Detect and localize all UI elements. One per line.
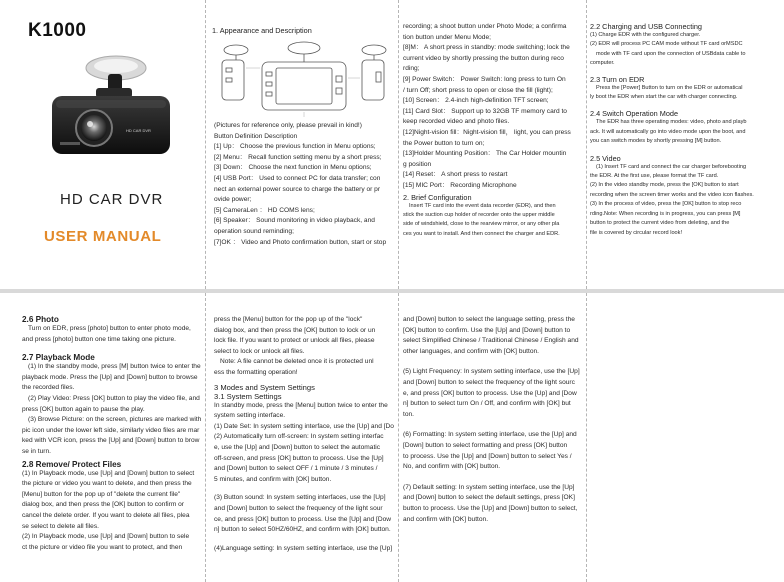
brief-configuration-heading: 2. Brief Configuration: [403, 192, 472, 202]
text-line: mode with TF card upon the connection of USBdata cable to: [596, 50, 746, 57]
text-line: you can switch modes by shortly pressing [M] button.: [590, 138, 722, 145]
text-line: ly boot the EDR when start the car with charger connecting.: [590, 94, 738, 101]
column-divider: [205, 0, 206, 289]
text-line: [10] Screen： 2.4-inch high-definition TFT screen;: [403, 97, 549, 105]
appearance-diagram: [216, 38, 394, 118]
text-line: ct the picture or video file you want to protect, and then: [22, 543, 183, 551]
text-line: the EDR. At the first use, please format the TF card.: [590, 173, 719, 180]
text-line: (1) In the standby mode, press [M] button twice to enter the: [28, 363, 201, 371]
text-line: [Menu] button for the pop up of "delete the current file": [22, 490, 181, 498]
photo-heading: 2.6 Photo: [22, 315, 59, 324]
text-line: e, use the [Up] and [Down] button to select the automatic: [214, 443, 381, 451]
text-line: keep recorded video and photo files.: [403, 118, 510, 126]
text-line: (3) Browse Picture: on the screen, pictures are marked with: [28, 416, 202, 424]
text-line: (1) In Playback mode, use [Up] and [Down] button to select: [22, 469, 195, 477]
manual-page-top: [0, 0, 784, 289]
charging-heading: 2.2 Charging and USB Connecting: [590, 22, 702, 31]
usb-port-line: ovide power;: [214, 196, 252, 204]
text-line: (1) Insert TF card and connect the car charger beforebooting: [596, 163, 747, 170]
setup-column: [590, 0, 782, 289]
text-line: press [OK] button again to pause the play.: [22, 405, 145, 413]
text-line: Turn on EDR, press [photo] button to enter photo mode,: [28, 325, 191, 332]
text-line: (1) Charge EDR with the configured charger.: [590, 32, 701, 38]
column-divider: [398, 0, 399, 289]
text-line: [Down] button to select formatting and press [OK] button: [403, 441, 568, 449]
text-line: cancel the delete order. If you want to delete all files, plea: [22, 511, 190, 519]
modes-heading: 3 Modes and System Settings: [214, 382, 315, 392]
model-title: K1000: [28, 20, 87, 41]
text-line: e, and press [OK] button to process. Use the [Up] and [Dow: [403, 389, 577, 397]
text-line: 5 minutes, and confirm with [OK] button.: [214, 475, 332, 483]
text-line: In standby mode, press the [Menu] button twice to enter the: [214, 401, 388, 409]
blank-column: [590, 293, 782, 582]
text-line: system setting interface.: [214, 412, 286, 420]
text-line: button to process. Use the [Up] and [Down] button to select,: [403, 504, 578, 512]
text-line: (2) In Playback mode, use [Up] and [Down] button to sele: [22, 533, 190, 541]
text-line: the picture or video you want to delete, and then press the: [22, 480, 192, 488]
text-line: tion button under Menu Mode;: [403, 33, 491, 41]
text-line: off-screen, and press [OK] button to process. Use the [Up]: [214, 454, 384, 462]
text-line: [13]Holder Mounting Position： The Car Holder mountin: [403, 150, 567, 158]
text-line: ess the formatting operation!: [214, 368, 298, 376]
text-line: press the [Menu] button for the pop up of the "lock": [214, 316, 363, 323]
text-line: and [Down] button to select the default settings, press [OK]: [403, 494, 575, 502]
text-line: current video by shortly pressing the button during reco: [403, 54, 564, 62]
text-line: and [Down] button to select OFF / 1 minute / 3 minutes /: [214, 465, 378, 473]
text-line: [9] Power Switch： Power Switch: long press to turn On: [403, 75, 566, 83]
column-divider: [398, 293, 399, 582]
cover-column: [0, 0, 204, 289]
dashcam-image: [46, 50, 176, 168]
speaker-line: [6] Speaker： Sound monitoring in video playback, and: [214, 217, 375, 225]
text-line: and [Down] button to select the frequency of the light sour: [214, 504, 383, 512]
button-menu-line: [2] Menu： Recall function setting menu by a short press;: [214, 153, 382, 161]
text-line: recording when the screen timer works and the video icon flashes.: [590, 191, 754, 198]
text-line: pic icon under the lower left side, similarly video files are mar: [22, 426, 200, 434]
text-line: (2) Automatically turn off-screen: In system setting interfac: [214, 433, 384, 441]
text-line: and press [photo] button one time taking one picture.: [22, 335, 176, 343]
ok-button-line: [7]OK ： Video and Photo confirmation button, start or stop: [214, 238, 387, 246]
text-line: ces you want to install. And then connect the charger and EDR.: [403, 230, 560, 237]
text-line: dialog box, and then press the [OK] button to confirm or: [22, 501, 185, 509]
turn-on-heading: 2.3 Turn on EDR: [590, 74, 645, 84]
text-line: (3) In the process of video, press the [OK] button to stop reco: [590, 201, 742, 208]
text-line: file is covered by circular record look!: [590, 229, 683, 236]
text-line: recording; a shoot button under Photo Mode; a confirma: [403, 23, 567, 30]
text-line: n] button to select 50HZ/60HZ, and confirm with [OK] button.: [214, 526, 391, 534]
text-line: select Simplified Chinese / Traditional Chinese / English and: [403, 337, 579, 345]
note-line: (Pictures for reference only, please prevail in kind!): [214, 122, 362, 129]
text-line: Note: A file cannot be deleted once it is protected unl: [220, 358, 374, 366]
column-divider: [586, 0, 587, 289]
text-line: (1) Date Set: In system setting interface, use the [Up] and [Do: [214, 422, 394, 430]
text-line: / turn Off; short press to open or close the fill (light);: [403, 86, 553, 94]
text-line: (3) Button sound: In system setting interfaces, use the [Up]: [214, 494, 386, 502]
text-line: button to protect the current video from deleting, and the: [590, 220, 730, 227]
text-line: rding;: [403, 65, 420, 73]
text-line: No, and confirm with [OK] button.: [403, 463, 501, 471]
text-line: n] button to select turn On / Off, and confirm with [OK] but: [403, 400, 571, 408]
playback-heading: 2.7 Playback Mode: [22, 353, 95, 363]
button-up-line: [1] Up： Choose the previous function in Menu options;: [214, 143, 376, 151]
text-line: and [Down] button to select the language setting, press the: [403, 316, 575, 323]
text-line: select to lock or unlock all files.: [214, 347, 305, 355]
text-line: g position: [403, 160, 432, 168]
text-line: se in turn.: [22, 447, 51, 455]
text-line: lock file. If you want to protect or unlock all files, please: [214, 337, 375, 345]
column-divider: [205, 293, 206, 582]
text-line: dialog box, and then press the [OK] button to lock or un: [214, 326, 376, 334]
camera-lens-line: [5] CameraLen ： HD COMS lens;: [214, 206, 315, 214]
text-line: to process. Use the [Up] and [Down] button to select Yes /: [403, 452, 572, 460]
text-line: [11] Card Slot： Support up to 32GB TF memory card to: [403, 107, 567, 115]
text-line: Press the [Power] Button to turn on the EDR or automatical: [596, 84, 743, 91]
text-line: ton.: [403, 410, 414, 418]
usb-port-line: nect an external power source to charge the battery or pr: [214, 185, 381, 193]
text-line: Insert TF card into the event data recorder (EDR), and then: [409, 202, 556, 209]
text-line: The EDR has three operating modes: video, photo and playb: [596, 119, 747, 126]
text-line: the Power button to turn on;: [403, 139, 485, 147]
text-line: the recorded files.: [22, 384, 75, 392]
text-line: (6) Formatting: In system setting interface, use the [Up] and: [403, 431, 577, 439]
user-manual-title: USER MANUAL: [44, 228, 162, 245]
column-divider: [586, 293, 587, 582]
button-down-line: [3] Down： Choose the next function in Menu options;: [214, 164, 372, 172]
text-line: and [Down] button to select the frequency of the light sourc: [403, 378, 575, 386]
text-line: and confirm with [OK] button.: [403, 515, 489, 523]
usb-port-line: [4] USB Port： Used to connect PC for data transfer; con: [214, 174, 381, 182]
text-line: computer.: [590, 60, 615, 67]
text-line: [8]M： A short press in standby: mode switching; lock the: [403, 44, 570, 52]
video-heading: 2.5 Video: [590, 153, 621, 163]
system-settings-column: [214, 293, 394, 582]
text-line: rding.Note: When recording is in progress, you can press [M]: [590, 210, 741, 217]
text-line: ked with VCR icon, press the [Up] and [Down] button to brow: [22, 437, 200, 445]
text-line: (2) EDR will process PC CAM mode without TF card orMSDC: [590, 41, 743, 48]
system-settings-continued: [403, 293, 583, 582]
photo-playback-column: [22, 293, 202, 582]
text-line: (2) Play Video: Press [OK] button to play the video file, and: [28, 394, 200, 402]
text-line: [15] MIC Port： Recording Microphone: [403, 181, 517, 189]
appearance-heading: 1. Appearance and Description: [212, 26, 312, 35]
text-line: ce, and press [OK] button to process. Use the [Up] and [Dow: [214, 515, 392, 523]
button-definition-continued: [403, 0, 583, 289]
table-header: Button Definition Description: [214, 132, 298, 140]
system-settings-heading: 3.1 System Settings: [214, 391, 282, 401]
speaker-line: operation sound reminding;: [214, 227, 294, 235]
text-line: stick the suction cup holder of recorder onto the upper middle: [403, 211, 555, 218]
switch-mode-heading: 2.4 Switch Operation Mode: [590, 109, 679, 119]
text-line: (7) Default setting: In system setting interface, use the [Up]: [403, 483, 575, 491]
text-line: se select to delete all files.: [22, 522, 99, 530]
text-line: [12]Night-vision fill：Night-vision fill， light, you can press: [403, 128, 571, 136]
text-line: (5) Light Frequency: In system setting interface, use the [Up]: [403, 368, 580, 376]
remove-protect-heading: 2.8 Remove/ Protect Files: [22, 459, 122, 469]
camera-body-label: HD CAR DVR: [126, 128, 151, 133]
text-line: other languages, and confirm with [OK] button.: [403, 347, 539, 355]
text-line: (4)Language setting: In system setting interface, use the [Up]: [214, 544, 393, 552]
text-line: [14] Reset： A short press to restart: [403, 171, 508, 179]
text-line: [OK] button to confirm. Use the [Up] and [Down] button to: [403, 326, 571, 334]
text-line: ack. It will automatically go into video mode upon the boot, and: [590, 128, 746, 135]
manual-page-bottom: [0, 293, 784, 582]
text-line: playback mode. Press the [Up] and [Down] button to browse: [22, 373, 198, 381]
text-line: side of windshield, close to the rearview mirror, or any other pla: [403, 221, 560, 228]
text-line: (2) In the video standby mode, press the [OK] button to start: [590, 182, 739, 189]
product-name: HD CAR DVR: [60, 191, 164, 208]
